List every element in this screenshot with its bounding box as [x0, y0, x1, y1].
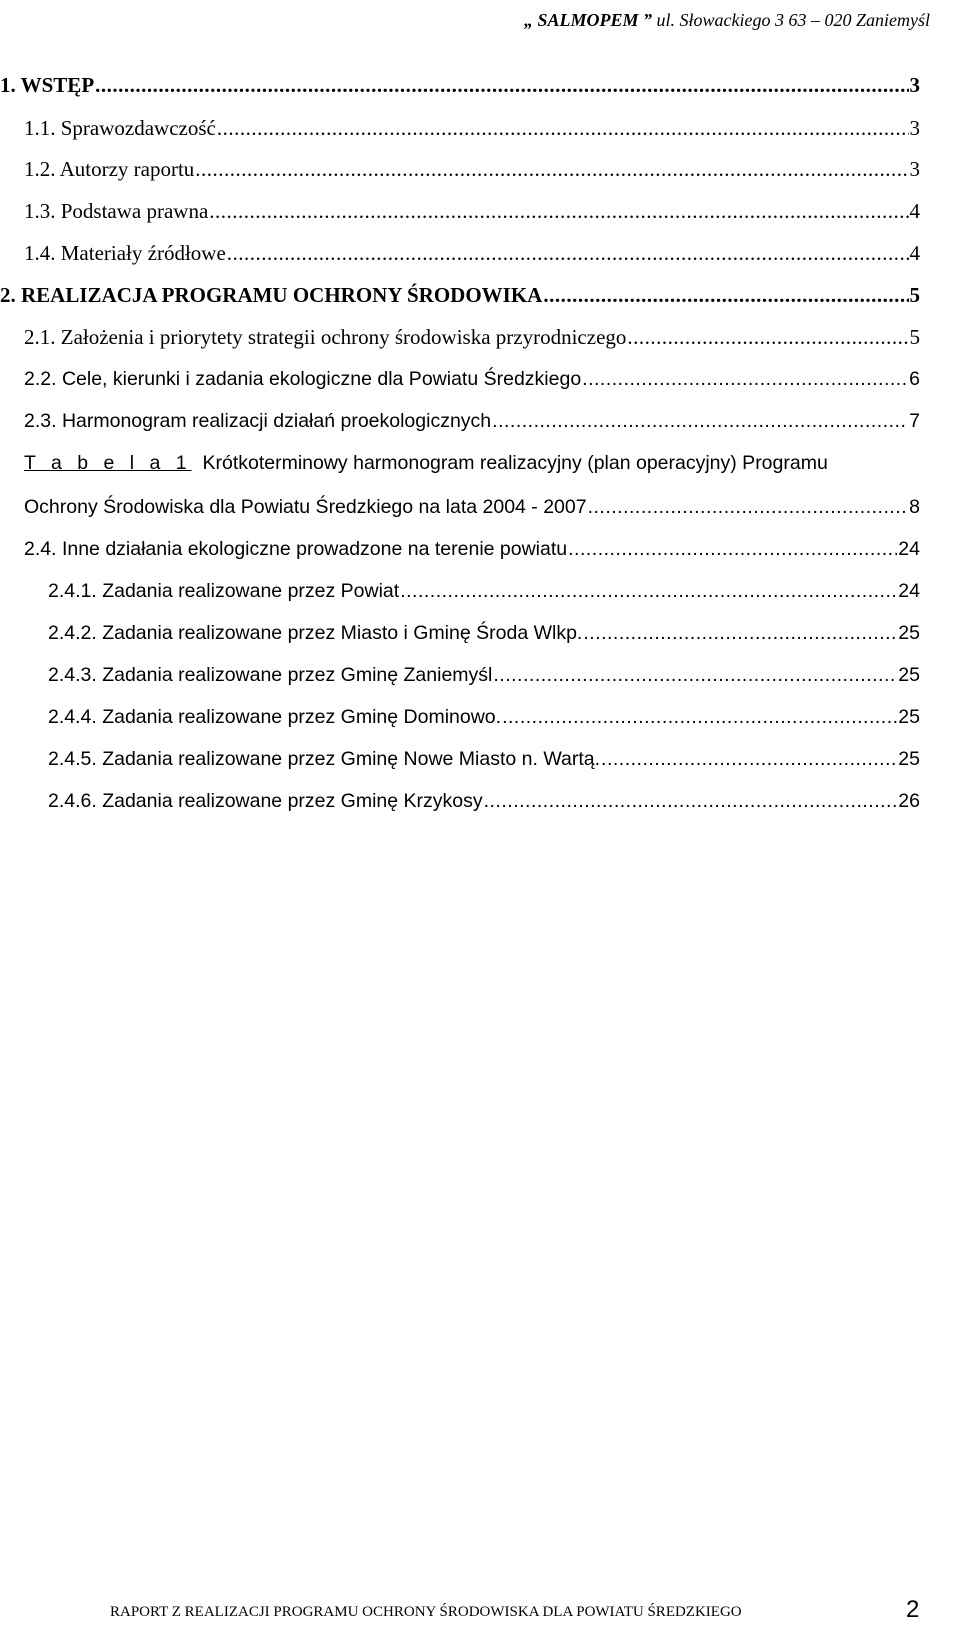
- toc-entry-title: 1.1. Sprawozdawczość: [24, 116, 216, 140]
- toc-entry[interactable]: [24, 408, 920, 434]
- toc-entry-page: 3: [909, 157, 920, 181]
- toc-leader: [627, 324, 908, 350]
- toc-entry[interactable]: [24, 198, 920, 224]
- toc-entry-title: 2.4.6. Zadania realizowane przez Gminę Krzykosy: [48, 790, 483, 812]
- toc-entry-title: 1.4. Materiały źródłowe: [24, 241, 226, 265]
- header-address: ul. Słowackiego 3 63 – 020 Zaniemyśl: [656, 10, 930, 30]
- toc-entry[interactable]: [24, 324, 920, 350]
- toc-entry-page: 6: [909, 368, 920, 390]
- toc-entry[interactable]: [48, 704, 920, 730]
- toc-entry[interactable]: [24, 536, 920, 562]
- toc-entry-page: 26: [898, 790, 920, 812]
- toc-entry-page: 4: [909, 241, 920, 265]
- page-number: 2: [906, 1596, 920, 1623]
- toc-entry[interactable]: [48, 746, 920, 772]
- toc-entry[interactable]: [48, 662, 920, 688]
- page-footer: RAPORT Z REALIZACJI PROGRAMU OCHRONY ŚRODOWISKA DLA POWIATU ŚREDZKIEGO: [110, 1604, 742, 1620]
- toc-leader: [543, 282, 908, 308]
- toc-entry-title: 1. WSTĘP: [0, 73, 95, 97]
- toc-leader: [400, 578, 897, 604]
- toc-entry[interactable]: [24, 115, 920, 141]
- toc-entry-page: 7: [909, 410, 920, 432]
- toc-entry[interactable]: [0, 72, 920, 98]
- toc-entry-title: 2. REALIZACJA PROGRAMU OCHRONY ŚRODOWIKA: [0, 283, 543, 307]
- header-company: „ SALMOPEM ”: [523, 10, 653, 30]
- tabela-text: Krótkoterminowy harmonogram realizacyjny (plan operacyjny) Programu: [202, 452, 828, 474]
- toc-entry[interactable]: [48, 788, 920, 814]
- toc-leader: [227, 240, 909, 266]
- toc-entry-title: 2.4.4. Zadania realizowane przez Gminę Dominowo.: [48, 706, 502, 728]
- toc-entry-page: 3: [909, 116, 920, 140]
- toc-entry-title: 2.4. Inne działania ekologiczne prowadzone na terenie powiatu: [24, 538, 568, 560]
- toc-entry-title: 2.4.5. Zadania realizowane przez Gminę Nowe Miasto n. Wartą.: [48, 748, 601, 770]
- page-header: [524, 10, 930, 31]
- toc-entry-page: 24: [898, 538, 920, 560]
- toc-leader: [209, 198, 908, 224]
- toc-entry-title: 2.4.2. Zadania realizowane przez Miasto i Gminę Środa Wlkp.: [48, 622, 583, 644]
- toc-entry[interactable]: [24, 494, 920, 520]
- toc-entry[interactable]: [48, 578, 920, 604]
- toc-entry-page: 24: [898, 580, 920, 602]
- toc-entry-title: 2.3. Harmonogram realizacji działań proekologicznych: [24, 410, 492, 432]
- toc-entry-page: 8: [909, 496, 920, 518]
- toc-leader: [493, 662, 897, 688]
- toc-entry-title: 2.4.3. Zadania realizowane przez Gminę Zaniemyśl: [48, 664, 493, 686]
- toc-entry-page: 25: [898, 622, 920, 644]
- toc-entry-title: Ochrony Środowiska dla Powiatu Średzkiego na lata 2004 - 2007: [24, 496, 587, 518]
- toc-entry[interactable]: [24, 240, 920, 266]
- toc-leader: [582, 366, 908, 392]
- toc-leader: [492, 408, 908, 434]
- toc-leader: [601, 746, 897, 772]
- toc-entry-page: 25: [898, 748, 920, 770]
- toc-leader: [95, 72, 908, 98]
- toc-leader: [588, 494, 909, 520]
- toc-entry-page: 4: [909, 199, 920, 223]
- toc-entry-title: 1.2. Autorzy raportu: [24, 157, 195, 181]
- toc-entry[interactable]: [24, 366, 920, 392]
- toc-entry-title: 1.3. Podstawa prawna: [24, 199, 209, 223]
- tabela-label: T a b e l a 1: [24, 452, 192, 474]
- toc-entry-page: 25: [898, 706, 920, 728]
- toc-entry[interactable]: [24, 156, 920, 182]
- toc-leader: [502, 704, 897, 730]
- toc-leader: [484, 788, 898, 814]
- toc-entry[interactable]: [0, 282, 920, 308]
- toc-leader: [568, 536, 897, 562]
- toc-entry[interactable]: [48, 620, 920, 646]
- toc-entry-title: 2.2. Cele, kierunki i zadania ekologiczne dla Powiatu Średzkiego: [24, 368, 582, 390]
- toc-entry-page: 3: [909, 73, 920, 97]
- toc-leader: [195, 156, 908, 182]
- toc-entry-page: 5: [909, 325, 920, 349]
- toc-leader: [583, 620, 897, 646]
- toc-entry-title: 2.4.1. Zadania realizowane przez Powiat: [48, 580, 400, 602]
- toc-entry-page: 25: [898, 664, 920, 686]
- toc-leader: [217, 115, 909, 141]
- toc-entry-page: 5: [909, 283, 920, 307]
- toc-entry-title: 2.1. Założenia i priorytety strategii ochrony środowiska przyrodniczego: [24, 325, 627, 349]
- toc-entry-tabela-line-1[interactable]: [24, 450, 828, 476]
